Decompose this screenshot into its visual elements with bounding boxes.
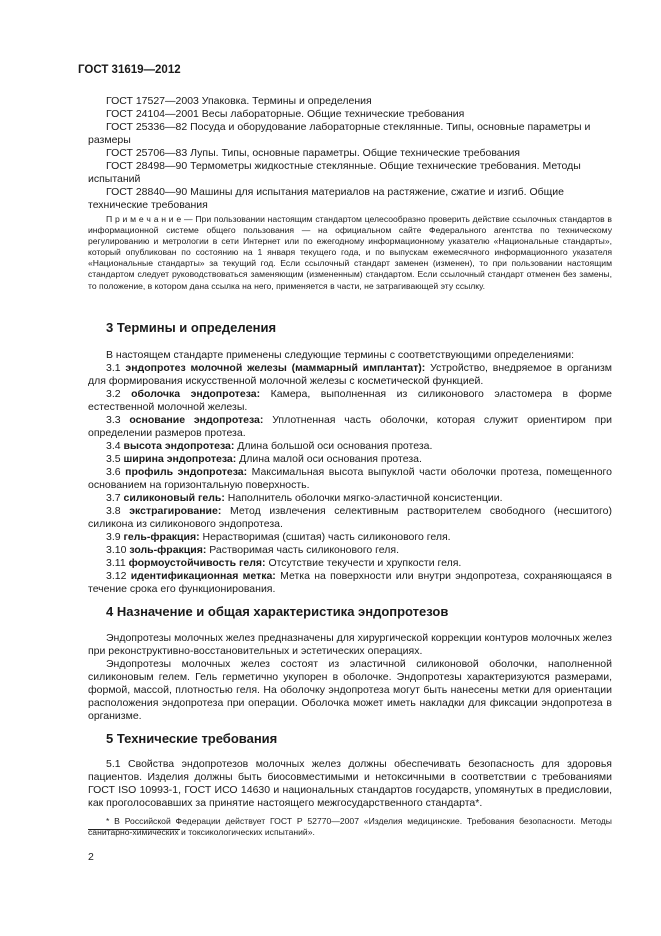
term-3-5: 3.5 ширина эндопротеза: Длина малой оси основания протеза. xyxy=(106,453,422,465)
reference-line: ГОСТ 28498—90 Термометры жидкостные стеклянные. Общие технические требования. Методы испытаний xyxy=(88,160,581,185)
term-3-9: 3.9 гель-фракция: Нерастворимая (сшитая) часть силиконового геля. xyxy=(106,531,451,543)
section-3-intro: В настоящем стандарте применены следующие термины с соответствующими определениями: xyxy=(106,349,575,361)
term-3-6: 3.6 профиль эндопротеза: Максимальная высота выпуклой части оболочки протеза, помещенного основанием на горизонтальную поверхность. xyxy=(88,466,612,491)
term-3-8: 3.8 экстрагирование: Метод извлечения селективным растворителем свободного (несшитого) силикона из силиконового эндопротеза. xyxy=(88,505,612,530)
term-3-10: 3.10 золь-фракция: Растворимая часть силиконового геля. xyxy=(106,544,399,556)
section-4-heading: 4 Назначение и общая характеристика эндопротезов xyxy=(106,604,449,619)
term-3-7: 3.7 силиконовый гель: Наполнитель оболочки мягко-эластичной консистенции. xyxy=(106,492,503,504)
term-3-4: 3.4 высота эндопротеза: Длина большой оси основания протеза. xyxy=(106,440,433,452)
term-3-12: 3.12 идентификационная метка: Метка на поверхности или внутри эндопротеза, сохраняющаяся в течение срока его функционирования. xyxy=(88,570,613,595)
note-paragraph: П р и м е ч а н и е — При пользовании настоящим стандартом целесообразно проверить действие ссылочных стандартов в информационной системе общего пользования — на официальном сайте Федерального агентства по техническому регулированию и метрологии в сети Интернет или по ежегодному информационному указателю «Национальные стандарты», который опубликован по состоянию на 1 января текущего года, и по выпускам ежемесячного информационного указателя «Национальные стандарты» за текущий год. Если ссылочный стандарт заменен (изменен), то при пользовании настоящим стандартом следует руководствоваться заменяющим (измененным) стандартом. Если ссылочный стандарт отменен без замены, то положение, в котором дана ссылка на него, применяется в части, не затрагивающей эту ссылку. xyxy=(88,214,612,291)
page-header: ГОСТ 31619—2012 xyxy=(78,64,181,76)
section-5-heading: 5 Технические требования xyxy=(106,731,278,746)
footnote: * В Российской Федерации действует ГОСТ Р 52770—2007 «Изделия медицинские. Требования безопасности. Методы санитарно-химических и токсикологических испытаний». xyxy=(88,816,612,838)
term-3-2: 3.2 оболочка эндопротеза: Камера, выполненная из силиконового эластомера в форме естественной молочной железы. xyxy=(88,388,613,413)
section-4-paragraph-1: Эндопротезы молочных желез предназначены для хирургической коррекции контуров молочных желез при реконструктивно-восстановительных и эстетических операциях. xyxy=(88,632,612,657)
section-4-paragraph-2: Эндопротезы молочных желез состоят из эластичной силиконовой оболочки, наполненной силиконовым гелем. Гель герметично укупорен в оболочке. Эндопротезы характеризуются размерами, формой, массой, плотностью геля. На оболочку эндопротеза могут быть нанесены метки для ориентации расположения эндопротеза при операции. Оболочка может иметь накладки для фиксации эндопротеза в организме. xyxy=(88,658,612,722)
reference-line: ГОСТ 17527—2003 Упаковка. Термины и определения xyxy=(106,95,372,107)
section-3-heading: 3 Термины и определения xyxy=(106,320,277,335)
term-3-11: 3.11 формоустойчивость геля: Отсутствие текучести и хрупкости геля. xyxy=(106,557,462,569)
page-number: 2 xyxy=(88,851,94,863)
section-5-paragraph-1: 5.1 Свойства эндопротезов молочных желез должны обеспечивать безопасность для здоровья пациентов. Изделия должны быть биосовместимыми и нетоксичными в соответствии с требованиями ГОСТ ISO 10993-1, ГОСТ ИСО 14630 и национальных стандартов государств, упомянутых в предисловии, как проголосовавших за принятие настоящего межгосударственного стандарта*. xyxy=(88,758,612,809)
reference-line: ГОСТ 25706—83 Лупы. Типы, основные параметры. Общие технические требования xyxy=(106,147,520,159)
reference-line: ГОСТ 28840—90 Машины для испытания материалов на растяжение, сжатие и изгиб. Общие технические требования xyxy=(88,186,565,211)
reference-line: ГОСТ 25336—82 Посуда и оборудование лабораторные стеклянные. Типы, основные параметры и размеры xyxy=(88,121,591,146)
term-3-1: 3.1 эндопротез молочной железы (маммарный имплантат): Устройство, внедряемое в организм для формирования искусственной молочной железы с косметической функцией. xyxy=(88,362,612,387)
term-3-3: 3.3 основание эндопротеза: Уплотненная часть оболочки, которая служит ориентиром при определении размеров протеза. xyxy=(88,414,613,439)
reference-line: ГОСТ 24104—2001 Весы лабораторные. Общие технические требования xyxy=(106,108,465,120)
